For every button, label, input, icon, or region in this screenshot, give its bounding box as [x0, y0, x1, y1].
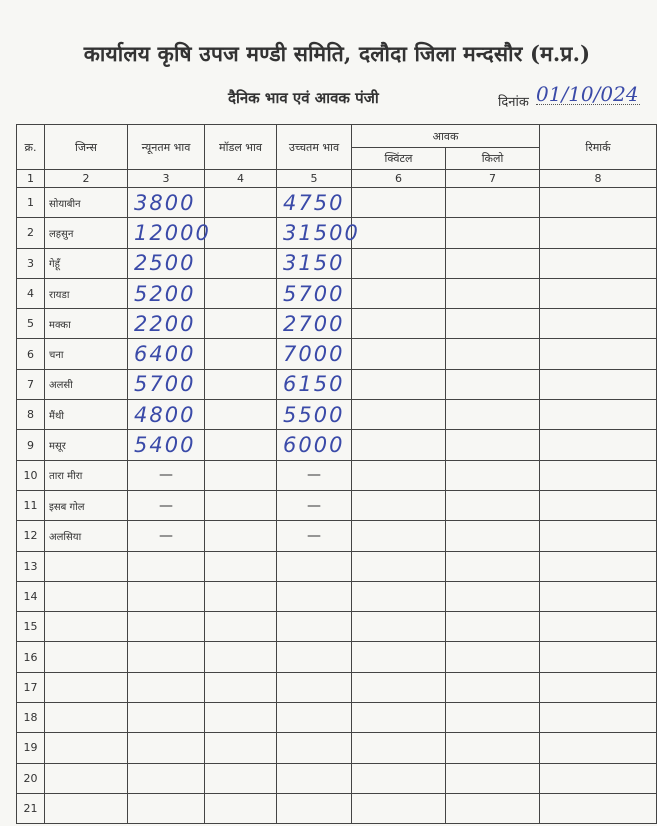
row-commodity: चना — [45, 339, 128, 369]
row-remark — [540, 369, 657, 399]
row-commodity: मसूर — [45, 430, 128, 460]
row-serial: 9 — [17, 430, 45, 460]
row-quintal — [352, 490, 446, 520]
row-max-price — [277, 642, 352, 672]
table-row — [17, 733, 657, 763]
row-serial: 5 — [17, 309, 45, 339]
row-kilo — [446, 309, 540, 339]
table-row — [17, 218, 657, 248]
table-row — [17, 672, 657, 702]
row-modal-price — [205, 581, 277, 611]
row-remark — [540, 278, 657, 308]
row-max-price: — — [277, 460, 352, 490]
table-row — [17, 521, 657, 551]
row-kilo — [446, 460, 540, 490]
table-row — [17, 309, 657, 339]
row-serial: 16 — [17, 642, 45, 672]
row-min-price: 5200 — [128, 278, 205, 308]
row-commodity — [45, 642, 128, 672]
row-kilo — [446, 551, 540, 581]
row-serial: 21 — [17, 793, 45, 823]
row-serial: 12 — [17, 521, 45, 551]
row-remark — [540, 763, 657, 793]
row-remark — [540, 430, 657, 460]
header-row-1 — [17, 125, 657, 148]
column-number: 2 — [45, 170, 128, 188]
row-max-price: 6000 — [277, 430, 352, 460]
table-row — [17, 642, 657, 672]
row-kilo — [446, 733, 540, 763]
table-row — [17, 551, 657, 581]
row-modal-price — [205, 460, 277, 490]
row-serial: 18 — [17, 703, 45, 733]
row-commodity: सोयाबीन — [45, 188, 128, 218]
row-modal-price — [205, 733, 277, 763]
row-kilo — [446, 218, 540, 248]
row-remark — [540, 460, 657, 490]
row-serial: 11 — [17, 490, 45, 520]
column-number: 4 — [205, 170, 277, 188]
row-serial: 1 — [17, 188, 45, 218]
row-kilo — [446, 793, 540, 823]
row-max-price: 6150 — [277, 369, 352, 399]
row-kilo — [446, 430, 540, 460]
row-quintal — [352, 339, 446, 369]
row-max-price — [277, 763, 352, 793]
row-quintal — [352, 703, 446, 733]
row-commodity — [45, 733, 128, 763]
row-commodity — [45, 672, 128, 702]
row-modal-price — [205, 793, 277, 823]
row-kilo — [446, 278, 540, 308]
column-number: 8 — [540, 170, 657, 188]
row-serial: 13 — [17, 551, 45, 581]
row-max-price: 5500 — [277, 400, 352, 430]
row-commodity: अलसिया — [45, 521, 128, 551]
row-modal-price — [205, 490, 277, 520]
row-remark — [540, 733, 657, 763]
row-min-price: 5400 — [128, 430, 205, 460]
row-modal-price — [205, 642, 277, 672]
row-min-price: — — [128, 460, 205, 490]
row-commodity: अलसी — [45, 369, 128, 399]
table-row — [17, 763, 657, 793]
row-modal-price — [205, 551, 277, 581]
row-min-price: 6400 — [128, 339, 205, 369]
table-row — [17, 400, 657, 430]
row-remark — [540, 642, 657, 672]
date-dotted-line — [536, 104, 640, 105]
row-kilo — [446, 581, 540, 611]
row-quintal — [352, 793, 446, 823]
row-max-price: 3150 — [277, 248, 352, 278]
row-min-price: 3800 — [128, 188, 205, 218]
row-min-price: 2200 — [128, 309, 205, 339]
row-min-price: 5700 — [128, 369, 205, 399]
row-quintal — [352, 188, 446, 218]
row-max-price — [277, 793, 352, 823]
row-min-price — [128, 733, 205, 763]
row-modal-price — [205, 369, 277, 399]
row-max-price: — — [277, 521, 352, 551]
table-row — [17, 490, 657, 520]
row-modal-price — [205, 248, 277, 278]
register-subtitle: दैनिक भाव एवं आवक पंजी — [228, 89, 379, 107]
row-kilo — [446, 400, 540, 430]
row-remark — [540, 400, 657, 430]
row-modal-price — [205, 430, 277, 460]
date-value: 01/10/024 — [536, 82, 639, 106]
row-quintal — [352, 551, 446, 581]
col-header-arrival: आवक — [352, 125, 540, 148]
office-title: कार्यालय कृषि उपज मण्डी समिति, दलौदा जिला मन्दसौर (म.प्र.) — [83, 41, 591, 66]
row-quintal — [352, 460, 446, 490]
row-serial: 8 — [17, 400, 45, 430]
row-max-price — [277, 703, 352, 733]
row-modal-price — [205, 521, 277, 551]
table-row — [17, 339, 657, 369]
row-commodity — [45, 703, 128, 733]
row-kilo — [446, 369, 540, 399]
column-number: 5 — [277, 170, 352, 188]
col-header-min-price: न्यूनतम भाव — [128, 125, 205, 170]
row-modal-price — [205, 278, 277, 308]
row-max-price — [277, 672, 352, 702]
row-max-price: 2700 — [277, 309, 352, 339]
row-quintal — [352, 642, 446, 672]
row-min-price — [128, 551, 205, 581]
row-min-price — [128, 793, 205, 823]
table-row — [17, 278, 657, 308]
row-kilo — [446, 672, 540, 702]
row-quintal — [352, 581, 446, 611]
row-min-price: 12000 — [128, 218, 205, 248]
row-modal-price — [205, 218, 277, 248]
row-serial: 7 — [17, 369, 45, 399]
price-arrival-table — [16, 124, 657, 824]
row-quintal — [352, 400, 446, 430]
row-serial: 15 — [17, 612, 45, 642]
row-commodity: मक्का — [45, 309, 128, 339]
row-min-price — [128, 642, 205, 672]
row-remark — [540, 703, 657, 733]
row-quintal — [352, 733, 446, 763]
row-commodity: रायडा — [45, 278, 128, 308]
row-quintal — [352, 248, 446, 278]
row-quintal — [352, 369, 446, 399]
row-kilo — [446, 188, 540, 218]
row-commodity — [45, 793, 128, 823]
row-min-price: — — [128, 521, 205, 551]
row-max-price — [277, 733, 352, 763]
row-min-price — [128, 763, 205, 793]
row-serial: 10 — [17, 460, 45, 490]
row-min-price: 2500 — [128, 248, 205, 278]
col-header-kilo: किलो — [446, 148, 540, 170]
table-row — [17, 612, 657, 642]
row-kilo — [446, 339, 540, 369]
ledger-body — [17, 188, 657, 824]
row-remark — [540, 581, 657, 611]
column-number: 3 — [128, 170, 205, 188]
row-modal-price — [205, 703, 277, 733]
row-min-price: 4800 — [128, 400, 205, 430]
row-serial: 4 — [17, 278, 45, 308]
row-max-price: — — [277, 490, 352, 520]
row-remark — [540, 248, 657, 278]
row-max-price: 31500 — [277, 218, 352, 248]
row-min-price — [128, 672, 205, 702]
row-quintal — [352, 278, 446, 308]
row-modal-price — [205, 612, 277, 642]
row-kilo — [446, 612, 540, 642]
row-remark — [540, 218, 657, 248]
row-min-price — [128, 581, 205, 611]
row-commodity: लहसुन — [45, 218, 128, 248]
row-commodity: इसब गोल — [45, 490, 128, 520]
row-remark — [540, 612, 657, 642]
row-quintal — [352, 218, 446, 248]
table-row — [17, 430, 657, 460]
row-max-price: 5700 — [277, 278, 352, 308]
row-serial: 17 — [17, 672, 45, 702]
row-serial: 2 — [17, 218, 45, 248]
row-kilo — [446, 763, 540, 793]
row-quintal — [352, 612, 446, 642]
row-kilo — [446, 521, 540, 551]
row-quintal — [352, 763, 446, 793]
column-number: 1 — [17, 170, 45, 188]
table-row — [17, 581, 657, 611]
col-header-max-price: उच्चतम भाव — [277, 125, 352, 170]
row-commodity — [45, 763, 128, 793]
row-commodity: गेहूँ — [45, 248, 128, 278]
column-number: 6 — [352, 170, 446, 188]
row-max-price — [277, 551, 352, 581]
row-serial: 19 — [17, 733, 45, 763]
row-max-price — [277, 612, 352, 642]
row-remark — [540, 793, 657, 823]
row-commodity — [45, 581, 128, 611]
row-quintal — [352, 521, 446, 551]
row-remark — [540, 490, 657, 520]
row-min-price: — — [128, 490, 205, 520]
row-modal-price — [205, 763, 277, 793]
row-quintal — [352, 430, 446, 460]
row-serial: 3 — [17, 248, 45, 278]
table-row — [17, 248, 657, 278]
row-modal-price — [205, 188, 277, 218]
table-row — [17, 793, 657, 823]
col-header-item: जिन्स — [45, 125, 128, 170]
row-remark — [540, 339, 657, 369]
row-serial: 20 — [17, 763, 45, 793]
row-remark — [540, 188, 657, 218]
column-number: 7 — [446, 170, 540, 188]
table-row — [17, 188, 657, 218]
row-modal-price — [205, 400, 277, 430]
col-header-quintal: क्विंटल — [352, 148, 446, 170]
table-row — [17, 460, 657, 490]
row-max-price — [277, 581, 352, 611]
row-modal-price — [205, 339, 277, 369]
col-header-modal-price: मॉडल भाव — [205, 125, 277, 170]
row-commodity: मैंथी — [45, 400, 128, 430]
row-min-price — [128, 703, 205, 733]
col-header-sn: क्र. — [17, 125, 45, 170]
row-kilo — [446, 248, 540, 278]
table-row — [17, 703, 657, 733]
row-serial: 14 — [17, 581, 45, 611]
table-row — [17, 369, 657, 399]
row-commodity — [45, 551, 128, 581]
row-max-price: 7000 — [277, 339, 352, 369]
row-quintal — [352, 672, 446, 702]
row-modal-price — [205, 309, 277, 339]
row-kilo — [446, 642, 540, 672]
row-modal-price — [205, 672, 277, 702]
row-commodity: तारा मीरा — [45, 460, 128, 490]
col-header-remark: रिमार्क — [540, 125, 657, 170]
row-remark — [540, 521, 657, 551]
row-remark — [540, 309, 657, 339]
date-label: दिनांक — [498, 95, 529, 110]
row-kilo — [446, 490, 540, 520]
row-commodity — [45, 612, 128, 642]
row-kilo — [446, 703, 540, 733]
row-max-price: 4750 — [277, 188, 352, 218]
row-min-price — [128, 612, 205, 642]
row-serial: 6 — [17, 339, 45, 369]
row-remark — [540, 672, 657, 702]
row-remark — [540, 551, 657, 581]
column-number-row — [17, 170, 657, 188]
row-quintal — [352, 309, 446, 339]
